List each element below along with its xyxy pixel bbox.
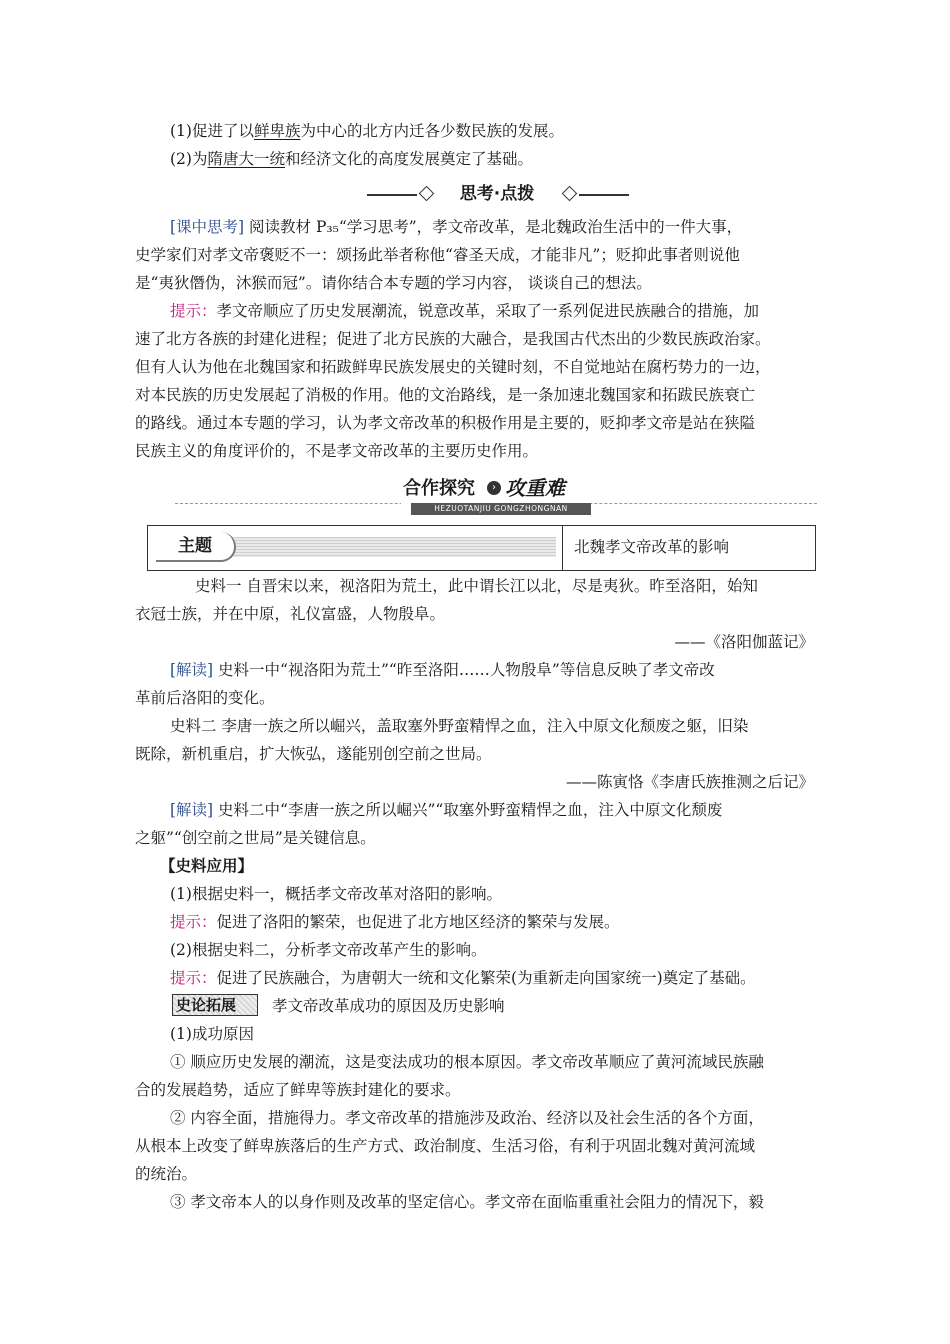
source-2-line-1: 史料二 李唐一族之所以崛兴，盖取塞外野蛮精悍之血，注入中原文化颓废之躯，旧染 [170, 717, 749, 735]
extension-title: 孝文帝改革成功的原因及历史影响 [272, 997, 505, 1015]
topic-label-cell [148, 526, 563, 570]
application-title: 【史料应用】 [160, 856, 254, 875]
point-1-underlined: 鲜卑族 [253, 122, 301, 140]
source-2-reading-2: 之躯”“创空前之世局”是关键信息。 [135, 829, 376, 847]
hint-label: 提示： [170, 913, 217, 931]
extension-badge [172, 994, 256, 1016]
question-text-1: 阅读教材 P₃₅“学习思考”，孝文帝改革，是北魏政治生活中的一件大事， [249, 218, 743, 236]
topic-value: 北魏孝文帝改革的影响 [574, 538, 730, 556]
hint-label: 提示： [170, 302, 217, 320]
application-question-1: (1)根据史料一，概括孝文帝改革对洛阳的影响。 [170, 885, 502, 903]
hint-line-5: 的路线。通过本专题的学习，认为孝文帝改革的积极作用是主要的，贬抑孝文帝是站在狭隘 [135, 414, 756, 432]
point-2-text-b: 和经济文化的高度发展奠定了基础。 [284, 150, 533, 168]
reason-1-line-2: 合的发展趋势，适应了鲜卑等族封建化的要求。 [135, 1081, 461, 1099]
hint-line-4: 对本民族的历史发展起了消极的作用。他的文治路线，是一条加速北魏国家和拓跋民族衰亡 [135, 386, 756, 404]
hint-line-3: 但有人认为他在北魏国家和拓跋鲜卑民族发展史的关键时刻，不自觉地站在腐朽势力的一边， [135, 358, 771, 376]
reason-2-line-1: ② 内容全面，措施得力。孝文帝改革的措施涉及政治、经济以及社会生活的各个方面， [170, 1109, 764, 1127]
reading-label: [解读] [170, 661, 214, 679]
point-2 [170, 149, 533, 169]
question-line-3: 是“夷狄僭伪，沐猴而冠”。请你结合本专题的学习内容， 谈谈自己的想法。 [135, 274, 652, 292]
source-2-citation: ——陈寅恪《李唐氏族推测之后记》 [565, 773, 814, 791]
question-line-2: 史学家们对孝文帝褒贬不一：颂扬此举者称他“睿圣天成，才能非凡”；贬抑此事者则说他 [135, 246, 740, 264]
question-label: [课中思考] [170, 218, 245, 236]
hint-line-1 [170, 301, 759, 321]
reason-2-line-3: 的统治。 [135, 1165, 198, 1183]
hint-line-6: 民族主义的角度评价的，不是孝文帝改革的主要历史作用。 [135, 442, 539, 460]
point-1-text-a: (1)促进了以 [170, 122, 254, 140]
reason-3-line-1: ③ 孝文帝本人的以身作则及改革的坚定信心。孝文帝在面临重重社会阻力的情况下，毅 [170, 1193, 764, 1211]
diamond-icon [562, 186, 578, 202]
source-1-reading-2: 革前后洛阳的变化。 [135, 689, 275, 707]
application-answer-2-text: 促进了民族融合，为唐朝大一统和文化繁荣(为重新走向国家统一)奠定了基础。 [216, 969, 756, 987]
application-answer-1-text: 促进了洛阳的繁荣，也促进了北方地区经济的繁荣与发展。 [216, 913, 620, 931]
source-1-line-1: 史料一 自晋宋以来，视洛阳为荒土，此中谓长江以北，尽是夷狄。昨至洛阳，始知 [195, 577, 758, 595]
hint-label: 提示： [170, 969, 217, 987]
application-question-2: (2)根据史料二，分析孝文帝改革产生的影响。 [170, 941, 487, 959]
source-1-line-2: 衣冠士族，并在中原，礼仪富盛，人物殷阜。 [135, 605, 446, 623]
application-answer-2 [170, 968, 756, 988]
topic-table [147, 525, 816, 571]
source-2-reading-text: 史料二中“李唐一族之所以崛兴”“取塞外野蛮精悍之血，注入中原文化颓废 [218, 801, 723, 819]
cooperative-explore-banner [175, 477, 817, 523]
think-section-title: 思考·点拨 [459, 184, 535, 204]
question-line-1 [170, 217, 742, 237]
source-1-reading-text: 史料一中“视洛阳为荒土”“昨至洛阳……人物殷阜”等信息反映了孝文帝改 [218, 661, 715, 679]
point-2-text-a: (2)为 [170, 150, 208, 168]
application-answer-1 [170, 912, 620, 932]
banner-title-part-1: 合作探究 [403, 478, 475, 499]
point-1 [170, 121, 564, 141]
source-2-line-2: 既除，新机重启，扩大恢弘，遂能别创空前之世局。 [135, 745, 492, 763]
topic-label: 主题 [178, 536, 212, 556]
extension-subheading: (1)成功原因 [170, 1025, 254, 1043]
point-2-underlined: 隋唐大一统 [207, 150, 285, 168]
banner-title-part-2: 攻重难 [505, 476, 565, 500]
think-section-header [367, 183, 629, 207]
point-1-text-b: 为中心的北方内迁各少数民族的发展。 [300, 122, 564, 140]
extension-label: 史论拓展 [176, 996, 237, 1014]
hint-text-1: 孝文帝顺应了历史发展潮流，锐意改革，采取了一系列促进民族融合的措施，加 [216, 302, 760, 320]
reading-label: [解读] [170, 801, 214, 819]
reason-2-line-2: 从根本上改变了鲜卑族落后的生产方式、政治制度、生活习俗，有利于巩固北魏对黄河流域 [135, 1137, 756, 1155]
source-1-reading-1 [170, 660, 715, 680]
chevron-right-icon: › [487, 481, 501, 495]
source-1-citation: ——《洛阳伽蓝记》 [674, 633, 814, 651]
reason-1-line-1: ① 顺应历史发展的潮流，这是变法成功的根本原因。孝文帝改革顺应了黄河流域民族融 [170, 1053, 764, 1071]
source-2-reading-1 [170, 800, 722, 820]
hint-line-2: 速了北方各族的封建化进程；促进了北方民族的大融合，是我国古代杰出的少数民族政治家。 [135, 330, 771, 348]
banner-subtitle: HEZUOTANJIU GONGZHONGNAN [411, 503, 591, 515]
